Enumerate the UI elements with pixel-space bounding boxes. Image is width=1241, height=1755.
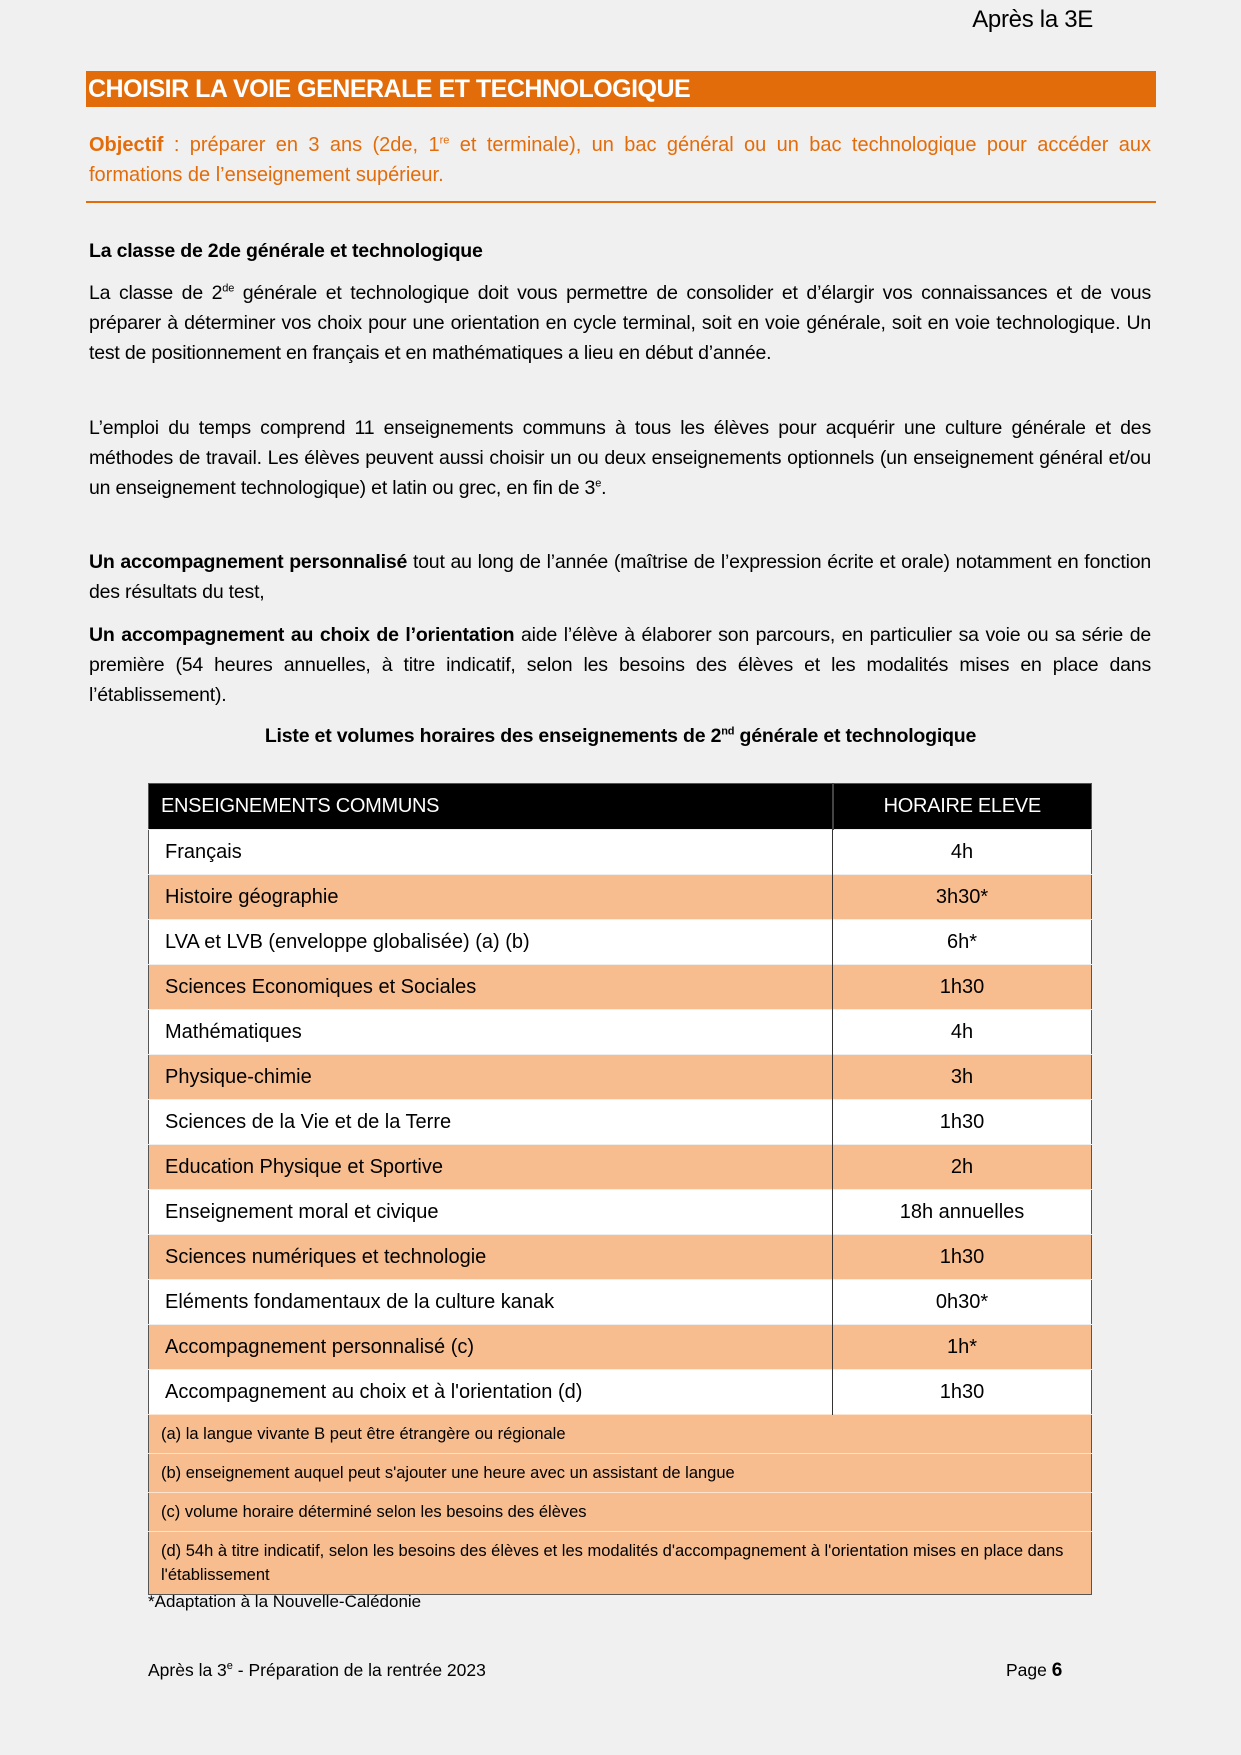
text: L’emploi du temps comprend 11 enseignements communs à tous les élèves pour acquérir une culture générale et des méthodes de travail. Les élèves peuvent aussi choisir un ou deux enseignements optionnels (un enseignement général et/ou un enseignement technologique) et latin ou grec, en fin de 3 xyxy=(89,417,1151,499)
cell-horaire: 6h* xyxy=(833,920,1092,965)
table-row xyxy=(149,830,1092,875)
bold-text: Un accompagnement personnalisé xyxy=(89,551,408,573)
paragraph-accompagnement-personnalise xyxy=(89,547,1151,607)
cell-horaire: 1h30 xyxy=(833,1370,1092,1415)
cell-enseignement: Histoire géographie xyxy=(149,875,833,920)
table-note: (b) enseignement auquel peut s'ajouter une heure avec un assistant de langue xyxy=(149,1454,1092,1493)
cell-enseignement: Sciences Economiques et Sociales xyxy=(149,965,833,1010)
cell-enseignement: Sciences numériques et technologie xyxy=(149,1235,833,1280)
cell-enseignement: Physique-chimie xyxy=(149,1055,833,1100)
table-row xyxy=(149,965,1092,1010)
cell-horaire: 4h xyxy=(833,1010,1092,1055)
superscript: e xyxy=(595,477,602,490)
table-caption xyxy=(0,725,1241,748)
table-row xyxy=(149,1145,1092,1190)
text: générale et technologique doit vous permettre de consolider et d’élargir vos connaissances et de vous préparer à déterminer vos choix pour une orientation en cycle terminal, soit en voie générale, soit en voie technologique. Un test de positionnement en français et en mathématiques a lieu en début d’année. xyxy=(89,282,1151,364)
table-row xyxy=(149,1190,1092,1235)
text: - Préparation de la rentrée 2023 xyxy=(232,1660,486,1680)
objective-text: et terminale), un bac général ou un bac technologique pour accéder aux formations de l’enseignement supérieur. xyxy=(89,134,1152,186)
running-header: Après la 3E xyxy=(972,6,1093,33)
page-title: CHOISIR LA VOIE GENERALE ET TECHNOLOGIQUE xyxy=(86,71,1156,107)
divider xyxy=(86,201,1156,203)
cell-enseignement: Mathématiques xyxy=(149,1010,833,1055)
cell-enseignement: Enseignement moral et civique xyxy=(149,1190,833,1235)
objective-label: Objectif xyxy=(89,134,164,156)
table-row xyxy=(149,875,1092,920)
objective-paragraph xyxy=(89,130,1151,190)
cell-enseignement: Accompagnement au choix et à l'orientation (d) xyxy=(149,1370,833,1415)
table-row xyxy=(149,1370,1092,1415)
cell-enseignement: Education Physique et Sportive xyxy=(149,1145,833,1190)
objective-text: : préparer en 3 ans (2de, 1 xyxy=(163,134,440,156)
table-note: (a) la langue vivante B peut être étrangère ou régionale xyxy=(149,1415,1092,1454)
cell-enseignement: LVA et LVB (enveloppe globalisée) (a) (b) xyxy=(149,920,833,965)
paragraph-intro xyxy=(89,278,1151,368)
text: Après la 3 xyxy=(148,1660,227,1680)
text: aide l’élève à élaborer son parcours, en particulier sa voie ou sa série de première (54 heures annuelles, à titre indicatif, selon les besoins des élèves et les modalités mises en place dans l’établissement). xyxy=(89,624,1151,706)
text: Liste et volumes horaires des enseignements de 2 xyxy=(264,725,722,747)
table-note-row xyxy=(149,1493,1092,1532)
text: La classe de 2 xyxy=(89,282,223,304)
table-row xyxy=(149,1280,1092,1325)
paragraph-schedule xyxy=(89,413,1151,503)
superscript: nd xyxy=(721,725,735,738)
page-label: Page xyxy=(1006,1660,1052,1680)
cell-enseignement: Sciences de la Vie et de la Terre xyxy=(149,1100,833,1145)
cell-enseignement: Eléments fondamentaux de la culture kanak xyxy=(149,1280,833,1325)
table-row xyxy=(149,1325,1092,1370)
table-row xyxy=(149,1235,1092,1280)
superscript: re xyxy=(439,134,450,147)
table-note: (c) volume horaire déterminé selon les besoins des élèves xyxy=(149,1493,1092,1532)
table-row xyxy=(149,1055,1092,1100)
cell-horaire: 2h xyxy=(833,1145,1092,1190)
table-header-row xyxy=(149,784,1092,830)
section-heading: La classe de 2de générale et technologique xyxy=(89,240,483,262)
table-row xyxy=(149,1100,1092,1145)
cell-horaire: 0h30* xyxy=(833,1280,1092,1325)
page-number-value: 6 xyxy=(1051,1660,1063,1681)
footnote: *Adaptation à la Nouvelle-Calédonie xyxy=(148,1592,422,1611)
text: générale et technologique xyxy=(734,725,977,747)
paragraph-accompagnement-orientation xyxy=(89,620,1151,710)
column-header-enseignements: ENSEIGNEMENTS COMMUNS xyxy=(149,784,833,830)
cell-horaire: 18h annuelles xyxy=(833,1190,1092,1235)
footer-left xyxy=(148,1660,486,1681)
table-note-row xyxy=(149,1415,1092,1454)
cell-horaire: 1h30 xyxy=(833,1235,1092,1280)
schedule-table xyxy=(148,783,1092,1595)
text: . xyxy=(601,477,607,499)
superscript: e xyxy=(226,1660,233,1673)
cell-horaire: 4h xyxy=(833,830,1092,875)
cell-horaire: 1h30 xyxy=(833,1100,1092,1145)
table-row xyxy=(149,1010,1092,1055)
cell-horaire: 1h* xyxy=(833,1325,1092,1370)
bold-text: Un accompagnement au choix de l’orientation xyxy=(89,624,515,646)
cell-enseignement: Français xyxy=(149,830,833,875)
table-note-row xyxy=(149,1454,1092,1493)
column-header-horaire: HORAIRE ELEVE xyxy=(833,784,1092,830)
cell-horaire: 3h xyxy=(833,1055,1092,1100)
table-note-row xyxy=(149,1532,1092,1595)
table-note: (d) 54h à titre indicatif, selon les besoins des élèves et les modalités d'accompagnement à l'orientation mises en place dans l'établissement xyxy=(149,1532,1092,1595)
cell-enseignement: Accompagnement personnalisé (c) xyxy=(149,1325,833,1370)
superscript: de xyxy=(222,282,235,295)
cell-horaire: 1h30 xyxy=(833,965,1092,1010)
page-number xyxy=(1006,1660,1062,1682)
text: tout au long de l’année (maîtrise de l’expression écrite et orale) notamment en fonction des résultats du test, xyxy=(89,551,1152,603)
table-row xyxy=(149,920,1092,965)
cell-horaire: 3h30* xyxy=(833,875,1092,920)
